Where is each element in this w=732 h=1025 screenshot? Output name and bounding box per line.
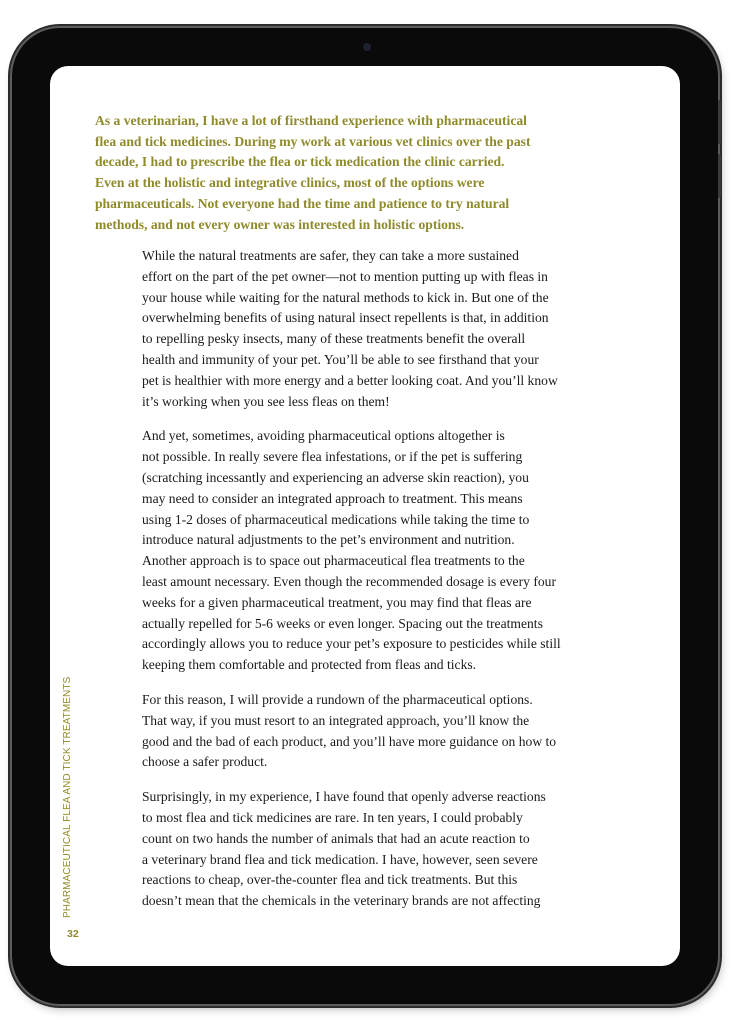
text-line: That way, if you must resort to an integrated approach, you’ll know the [142,712,530,728]
page-number: 32 [67,928,79,940]
text-line: to most flea and tick medicines are rare. In ten years, I could probably [142,809,523,825]
text-line: pet is healthier with more energy and a better looking coat. And you’ll know [142,372,558,388]
book-page[interactable] [50,66,680,966]
text-line: (scratching incessantly and experiencing an adverse skin reaction), you [142,469,529,485]
text-line: choose a safer product. [142,754,268,770]
text-line: For this reason, I will provide a rundown of the pharmaceutical options. [142,691,533,707]
text-line: decade, I had to prescribe the flea or tick medication the clinic carried. [95,154,505,170]
text-line: to repelling pesky insects, many of these treatments benefit the overall [142,331,526,347]
text-line: doesn’t mean that the chemicals in the veterinary brands are not affecting [142,893,541,909]
volume-button [718,154,721,198]
text-line: keeping them comfortable and protected from fleas and ticks. [142,657,477,673]
paragraph [142,690,592,773]
paragraph [142,787,592,912]
text-line: While the natural treatments are safer, they can take a more sustained [142,248,519,263]
text-line: Another approach is to space out pharmaceutical flea treatments to the [142,553,525,569]
text-line: least amount necessary. Even though the recommended dosage is every four [142,573,556,589]
text-line: actually repelled for 5-6 weeks or even longer. Spacing out the treatments [142,615,543,631]
text-line: pharmaceuticals. Not everyone had the time and patience to try natural [95,195,510,211]
tablet-device [12,28,718,1004]
running-head: PHARMACEUTICAL FLEA AND TICK TREATMENTS [62,676,73,918]
text-line: your house while waiting for the natural methods to kick in. But one of the [142,289,549,305]
text-line: As a veterinarian, I have a lot of firsthand experience with pharmaceutical [95,113,527,128]
text-line: flea and tick medicines. During my work at various vet clinics over the past [95,133,531,149]
text-line: And yet, sometimes, avoiding pharmaceutical options altogether is [142,428,505,444]
text-line: may need to consider an integrated approach to treatment. This means [142,490,523,506]
intro-paragraph [95,111,575,235]
text-line: overwhelming benefits of using natural insect repellents is that, in addition [142,310,549,326]
text-line: accordingly allows you to reduce your pet’s exposure to pesticides while still [142,636,561,652]
paragraph [142,426,592,676]
text-line: Surprisingly, in my experience, I have found that openly adverse reactions [142,789,546,805]
text-line: introduce natural adjustments to the pet’s environment and nutrition. [142,532,515,548]
text-line: using 1-2 doses of pharmaceutical medications while taking the time to [142,511,530,527]
front-camera [363,43,371,51]
text-line: not possible. In really severe flea infestations, or if the pet is suffering [142,449,523,465]
text-line: effort on the part of the pet owner—not to mention putting up with fleas in [142,268,548,284]
text-line: methods, and not every owner was interested in holistic options. [95,216,465,232]
volume-button [718,100,721,144]
body-text [142,246,592,926]
text-line: count on two hands the number of animals that had an acute reaction to [142,830,530,846]
paragraph [142,246,592,412]
text-line: it’s working when you see less fleas on them! [142,393,390,409]
text-line: weeks for a given pharmaceutical treatment, you may find that fleas are [142,594,532,610]
text-line: Even at the holistic and integrative clinics, most of the options were [95,175,485,191]
text-line: a veterinary brand flea and tick medication. I have, however, seen severe [142,851,538,867]
text-line: health and immunity of your pet. You’ll be able to see firsthand that your [142,351,539,367]
text-line: good and the bad of each product, and you’ll have more guidance on how to [142,733,557,749]
text-line: reactions to cheap, over-the-counter flea and tick treatments. But this [142,872,518,888]
